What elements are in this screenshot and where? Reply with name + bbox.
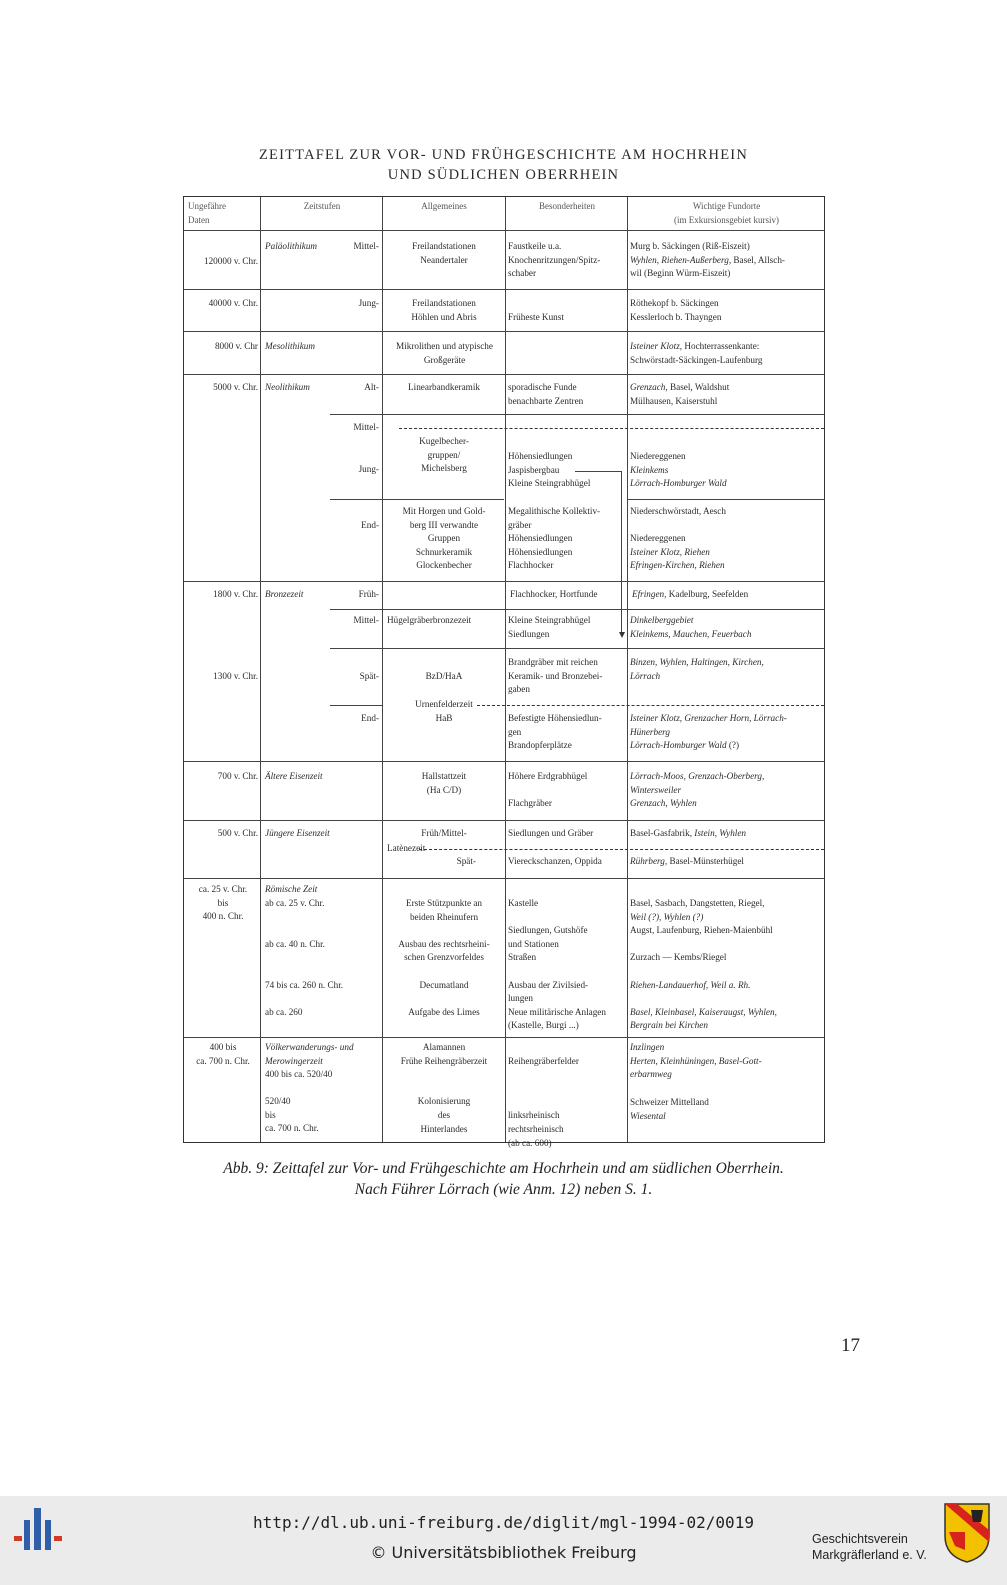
row-line xyxy=(330,609,824,610)
cell-allgemeines: Urnenfelderzeit HaB xyxy=(415,699,473,723)
cell-subperiod: ab ca. 25 v. Chr. ab ca. 40 n. Chr. 74 bis ca. 260 n. Chr. ab ca. 260 xyxy=(265,898,344,1017)
cell-besonderheiten: Flachhocker, Hortfunde xyxy=(510,589,598,599)
copyright-text: © Universitätsbibliothek Freiburg xyxy=(370,1543,637,1562)
cell-allgemeines: Latènezeit xyxy=(387,843,426,853)
cell-besonderheiten: Kastelle Siedlungen, Gutshöfe und Stationen Straßen Ausbau der Zivilsied- lungen Neue militärische Anlagen (Kastelle, Burgi ...) xyxy=(508,898,606,1031)
cell-allgemeines: Erste Stützpunkte an beiden Rheinufern Ausbau des rechtsrheini- schen Grenzvorfeldes Decumatland Aufgabe des Limes xyxy=(398,898,490,1017)
cell-fundorte: Röthekopf b. Säckingen Kesslerloch b. Thayngen xyxy=(630,298,722,322)
header-zeitstufen: Zeitstufen xyxy=(303,201,341,211)
cell-stage: End- xyxy=(361,713,379,723)
cell-stage: Jung- xyxy=(358,298,379,308)
cell-fundorte: Schweizer Mittelland xyxy=(630,1097,709,1107)
cell-stage: Mittel- xyxy=(353,241,379,251)
cell-allgemeines: BzD/HaA xyxy=(425,671,463,681)
cell-period: Neolithikum xyxy=(265,382,310,392)
cell-allgemeines: Spät- xyxy=(456,856,476,866)
cell-besonderheiten: Siedlungen und Gräber xyxy=(508,828,594,838)
cell-stage: Mittel- xyxy=(353,615,379,625)
row-line xyxy=(184,581,824,582)
row-line xyxy=(184,331,824,332)
cell-fundorte: Dinkelberggebiet Kleinkems, Mauchen, Feuerbach xyxy=(630,615,752,639)
cell-besonderheiten: Höhere Erdgrabhügel Flachgräber xyxy=(508,771,588,809)
row-line xyxy=(330,705,382,706)
cell-allgemeines: Freilandstationen Neandertaler xyxy=(412,241,476,265)
cell-allgemeines: Alamannen Frühe Reihengräberzeit Kolonisierung des Hinterlandes xyxy=(400,1042,488,1134)
row-line xyxy=(627,499,824,500)
cell-date: 1300 v. Chr. xyxy=(213,671,258,681)
org-name-line1: Geschichtsverein xyxy=(812,1532,908,1546)
cell-allgemeines: Kugelbecher- gruppen/ Michelsberg xyxy=(419,436,469,474)
cell-date: 500 v. Chr. xyxy=(217,828,258,838)
cell-stage: End- xyxy=(361,520,379,530)
cell-subperiod: 400 bis ca. 520/40 520/40 bis ca. 700 n. Chr. xyxy=(265,1069,333,1134)
figure-caption-line1: Abb. 9: Zeittafel zur Vor- und Frühgeschichte am Hochrhein und am südlichen Oberrhein. xyxy=(223,1160,784,1177)
dashed-line xyxy=(477,705,824,706)
cell-besonderheiten: Befestigte Höhensiedlun- gen Brandopferplätze xyxy=(508,713,602,751)
header-fundorte: Wichtige Fundorte (im Exkursionsgebiet kursiv) xyxy=(674,201,779,225)
cell-period: Jüngere Eisenzeit xyxy=(265,828,330,838)
cell-fundorte: Isteiner Klotz, Grenzacher Horn, Lörrach- Hünerberg Lörrach-Homburger Wald (?) xyxy=(630,713,787,751)
row-line xyxy=(330,414,824,415)
cell-stage: Jung- xyxy=(358,464,379,474)
org-name-line2: Markgräflerland e. V. xyxy=(812,1548,927,1562)
cell-besonderheiten: Früheste Kunst xyxy=(508,312,564,322)
row-line xyxy=(184,878,824,879)
cell-period: Paläolithikum xyxy=(265,241,318,251)
cell-allgemeines: Hallstattzeit (Ha C/D) xyxy=(421,771,467,795)
cell-fundorte: Murg b. Säckingen (Riß-Eiszeit) Wyhlen, Riehen-Außerberg, Basel, Allsch- wil (Beginn Würm-Eiszeit) xyxy=(630,241,785,279)
cell-fundorte: Basel-Gasfabrik, Istein, Wyhlen xyxy=(630,828,747,838)
cell-fundorte: Basel, Sasbach, Dangstetten, Riegel, Weil (?), Wyhlen (?) Augst, Laufenburg, Riehen-Maienbühl Zurzach — Kembs/Riegel Riehen-Landauerhof, Weil a. Rh. Basel, Kleinbasel, Kaiseraugst, Wyhlen, Bergrain bei Kirchen xyxy=(630,898,777,1031)
cell-fundorte: Isteiner Klotz, Hochterrassenkante: Schwörstadt-Säckingen-Laufenburg xyxy=(630,341,763,365)
page-number: 17 xyxy=(841,1335,860,1356)
cell-period: Römische Zeit xyxy=(265,884,318,894)
col-divider-4 xyxy=(627,197,628,1142)
coat-of-arms-icon xyxy=(943,1502,991,1564)
document-url-link[interactable]: http://dl.ub.uni-freiburg.de/diglit/mgl-1994-02/0019 xyxy=(253,1513,754,1532)
cell-besonderheiten: Megalithische Kollektiv- gräber Höhensiedlungen Höhensiedlungen Flachhocker xyxy=(508,506,601,571)
cell-stage: Spät- xyxy=(359,671,379,681)
header-besonderheiten: Besonderheiten xyxy=(539,201,595,211)
col-divider-1 xyxy=(260,197,261,1142)
cell-fundorte: Lörrach-Moos, Grenzach-Oberberg, Wintersweiler Grenzach, Wyhlen xyxy=(630,771,765,809)
cell-allgemeines: Mit Horgen und Gold- berg III verwandte Gruppen Schnurkeramik Glockenbecher xyxy=(402,506,486,571)
cell-date: 40000 v. Chr. xyxy=(208,298,258,308)
cell-stage: Früh- xyxy=(358,589,379,599)
cell-date: 5000 v. Chr. xyxy=(213,382,258,392)
cell-fundorte: Grenzach, Basel, Waldshut Mülhausen, Kaiserstuhl xyxy=(630,382,730,406)
row-line xyxy=(184,289,824,290)
col-divider-3 xyxy=(505,197,506,1142)
dashed-line xyxy=(399,428,824,429)
arrow-down-icon xyxy=(619,632,625,638)
cell-allgemeines: Hügelgräberbronzezeit xyxy=(387,615,472,625)
cell-besonderheiten: Viereckschanzen, Oppida xyxy=(508,856,602,866)
cell-besonderheiten: Brandgräber mit reichen Keramik- und Bronzebei- gaben xyxy=(508,657,603,695)
cell-stage: Mittel- xyxy=(353,422,379,432)
cell-period: Mesolithikum xyxy=(265,341,316,351)
row-line xyxy=(184,820,824,821)
row-line xyxy=(184,761,824,762)
cell-date: 400 bis ca. 700 n. Chr. xyxy=(196,1042,250,1066)
cell-date: 120000 v. Chr. xyxy=(203,256,258,266)
cell-period: Ältere Eisenzeit xyxy=(265,771,323,781)
cell-allgemeines: Linearbandkeramik xyxy=(408,382,480,392)
row-line xyxy=(330,648,824,649)
cell-fundorte: Rührberg, Basel-Münsterhügel xyxy=(630,856,744,866)
cell-date: 700 v. Chr. xyxy=(217,771,258,781)
row-line xyxy=(184,1037,824,1038)
cell-fundorte: Wiesental xyxy=(630,1111,666,1121)
cell-allgemeines: Früh/Mittel- xyxy=(421,828,467,838)
cell-stage: Alt- xyxy=(364,382,379,392)
table-title-line2: UND SÜDLICHEN OBERRHEIN xyxy=(387,167,620,183)
dashed-line xyxy=(419,849,824,850)
viewer-footer xyxy=(0,1496,1007,1585)
cell-period: Völkerwanderungs- und Merowingerzeit xyxy=(265,1042,354,1066)
cell-besonderheiten: Höhensiedlungen Jaspisbergbau Kleine Steingrabhügel xyxy=(508,451,591,489)
cell-date: ca. 25 v. Chr. bis 400 n. Chr. xyxy=(198,884,248,922)
cell-allgemeines: Mikrolithen und atypische Großgeräte xyxy=(396,341,493,365)
row-line xyxy=(330,499,504,500)
cell-fundorte: Niedereggenen Kleinkems Lörrach-Homburger Wald xyxy=(630,451,727,489)
figure-caption-line2: Nach Führer Lörrach (wie Anm. 12) neben S. 1. xyxy=(354,1181,653,1198)
cell-besonderheiten: sporadische Funde benachbarte Zentren xyxy=(508,382,584,406)
row-line xyxy=(184,230,824,231)
row-line xyxy=(184,374,824,375)
cell-besonderheiten: Reihengräberfelder linksrheinisch rechtsrheinisch (ab ca. 600) xyxy=(508,1056,579,1148)
cell-fundorte: Inzlingen Herten, Kleinhüningen, Basel-Gott- erbarmweg xyxy=(630,1042,762,1080)
chronology-table xyxy=(183,196,825,1148)
table-title-line1: ZEITTAFEL ZUR VOR- UND FRÜHGESCHICHTE AM HOCHRHEIN xyxy=(258,147,748,163)
cell-besonderheiten: Faustkeile u.a. Knochenritzungen/Spitz- schaber xyxy=(508,241,601,279)
header-daten: Ungefähre Daten xyxy=(188,201,226,225)
cell-allgemeines: Freilandstationen Höhlen und Abris xyxy=(411,298,477,322)
cell-fundorte: Binzen, Wyhlen, Haltingen, Kirchen, Lörrach xyxy=(630,657,764,681)
cell-date: 8000 v. Chr xyxy=(214,341,258,351)
cell-fundorte: Niederschwörstadt, Aesch Niedereggenen Isteiner Klotz, Riehen Efringen-Kirchen, Riehen xyxy=(630,506,726,571)
cell-period: Bronzezeit xyxy=(265,589,304,599)
cell-besonderheiten: Kleine Steingrabhügel Siedlungen xyxy=(508,615,591,639)
cell-fundorte: Efringen, Kadelburg, Seefelden xyxy=(632,589,749,599)
header-allgemeines: Allgemeines xyxy=(421,201,467,211)
cell-date: 1800 v. Chr. xyxy=(213,589,258,599)
